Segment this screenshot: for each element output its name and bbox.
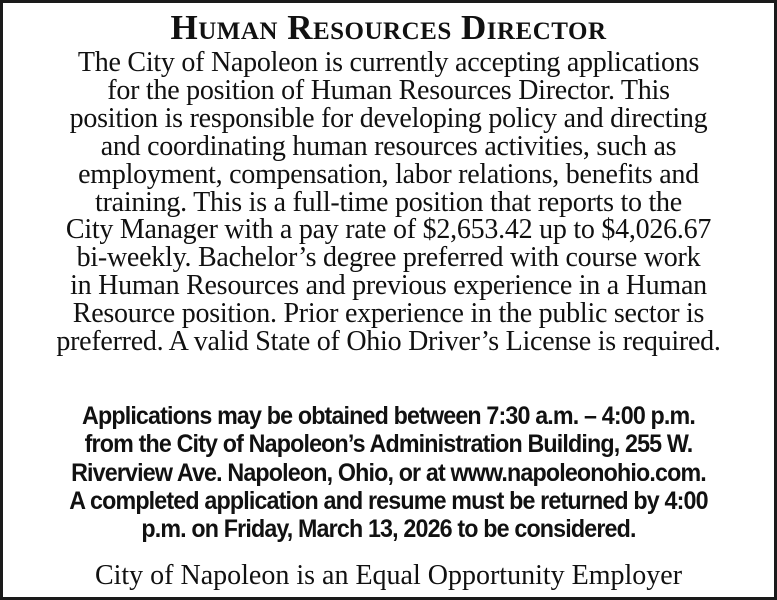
description-line: in Human Resources and previous experience in a Human: [70, 270, 707, 302]
application-line: Applications may be obtained between 7:30 a.m. – 4:00 p.m.: [82, 402, 695, 430]
description-line: training. This is a full-time position that reports to the: [95, 186, 682, 218]
description-line: position is responsible for developing policy and directing: [69, 102, 708, 134]
job-description: [17, 49, 760, 356]
equal-opportunity-statement: City of Napoleon is an Equal Opportunity Employer: [94, 560, 683, 591]
application-line: A completed application and resume must be returned by 4:00: [69, 486, 708, 515]
description-line: bi-weekly. Bachelor’s degree preferred with course work: [76, 242, 701, 274]
application-line: p.m. on Friday, March 13, 2026 to be considered.: [141, 515, 636, 544]
application-line: Riverview Ave. Napoleon, Ohio, or at www.napoleonohio.com.: [71, 458, 706, 487]
application-instructions: [39, 402, 737, 543]
application-line: from the City of Napoleon’s Administration Building, 255 W.: [84, 430, 693, 459]
description-line: The City of Napoleon is currently accepting applications: [77, 47, 700, 78]
description-line: employment, compensation, labor relations, benefits and: [78, 158, 699, 190]
description-line: for the position of Human Resources Director. This: [107, 74, 670, 106]
description-line: and coordinating human resources activities, such as: [100, 130, 677, 162]
description-line: Resource position. Prior experience in the public sector is: [72, 298, 705, 330]
ad-title: Human Resources Director: [170, 8, 607, 47]
description-line: City Manager with a pay rate of $2,653.42 up to $4,026.67: [65, 214, 712, 246]
description-line: preferred. A valid State of Ohio Driver’s License is required.: [56, 326, 721, 358]
